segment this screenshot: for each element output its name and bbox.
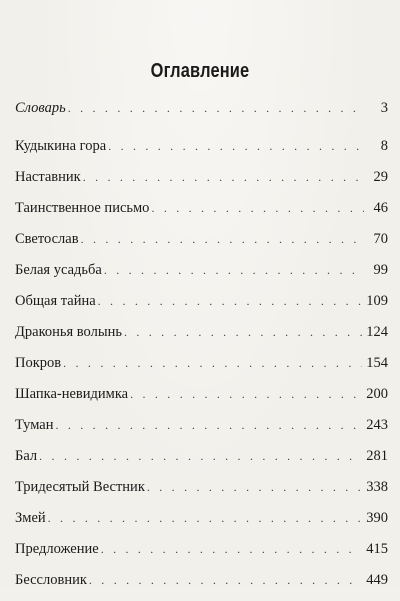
toc-entry-page: 390	[366, 510, 388, 526]
toc-entry-page: 109	[366, 293, 388, 309]
toc-entry-title: Бал	[15, 448, 38, 464]
toc-entry-title: Драконья волынь	[15, 324, 122, 340]
toc-entry-title: Кудыкина гора	[15, 138, 107, 154]
dot-leader	[124, 322, 362, 342]
toc-entry	[15, 167, 388, 198]
toc-entry-title: Словарь	[15, 100, 66, 116]
toc-entry-page: 99	[373, 262, 388, 278]
toc-entry-page: 154	[366, 355, 388, 371]
dot-leader	[101, 539, 363, 559]
toc-entry	[15, 477, 388, 508]
toc-entry	[15, 229, 388, 260]
dot-leader	[68, 98, 364, 118]
toc-entry-title: Змей	[15, 510, 46, 526]
toc-entry	[15, 508, 388, 539]
dot-leader	[147, 477, 362, 497]
toc-entry-page: 415	[366, 541, 388, 557]
toc-entry	[15, 260, 388, 291]
toc-entry-page: 3	[380, 100, 388, 116]
toc-entry-page: 200	[366, 386, 388, 402]
toc-entry	[15, 198, 388, 229]
dot-leader	[98, 291, 363, 311]
toc-entry-page: 449	[366, 572, 388, 588]
toc-entry	[15, 353, 388, 384]
toc-entry-title: Покров	[15, 355, 62, 371]
toc-entry-title: Таинственное письмо	[15, 200, 150, 216]
dot-leader	[48, 508, 363, 528]
dot-leader	[63, 353, 362, 373]
toc-entry-page: 243	[366, 417, 388, 433]
toc-entry-page: 338	[366, 479, 388, 495]
toc-entry	[15, 446, 388, 477]
toc-entry	[15, 415, 388, 446]
toc-entry-page: 46	[373, 200, 388, 216]
toc-entry-title: Бессловник	[15, 572, 87, 588]
dot-leader	[108, 136, 364, 156]
page-title: Оглавление	[150, 60, 250, 82]
toc-entry-title: Наставник	[15, 169, 81, 185]
toc-entry-title: Туман	[15, 417, 54, 433]
dot-leader	[130, 384, 362, 404]
toc-entry-title: Белая усадьба	[15, 262, 102, 278]
toc-entry-title: Светослав	[15, 231, 79, 247]
toc-entry-title: Шапка-невидимка	[15, 386, 129, 402]
toc-entry-page: 8	[380, 138, 388, 154]
toc-entry	[15, 136, 388, 167]
toc-entry-page: 281	[366, 448, 388, 464]
toc-entry	[15, 384, 388, 415]
toc-entry-page: 29	[373, 169, 388, 185]
toc-entry	[15, 539, 388, 570]
dot-leader	[151, 198, 364, 218]
dot-leader	[104, 260, 364, 280]
dot-leader	[83, 167, 364, 187]
dot-leader	[81, 229, 364, 249]
dot-leader	[55, 415, 362, 435]
toc-entry-page: 70	[373, 231, 388, 247]
toc-entry-title: Общая тайна	[15, 293, 96, 309]
toc-entry-page: 124	[366, 324, 388, 340]
toc-entry-title: Тридесятый Вестник	[15, 479, 145, 495]
toc-entry	[15, 570, 388, 601]
dot-leader	[39, 446, 362, 466]
toc-entry	[15, 322, 388, 353]
toc-entry-dictionary	[15, 98, 388, 136]
dot-leader	[89, 570, 362, 590]
toc-entry	[15, 291, 388, 322]
toc-entry-title: Предложение	[15, 541, 99, 557]
table-of-contents	[15, 98, 388, 601]
